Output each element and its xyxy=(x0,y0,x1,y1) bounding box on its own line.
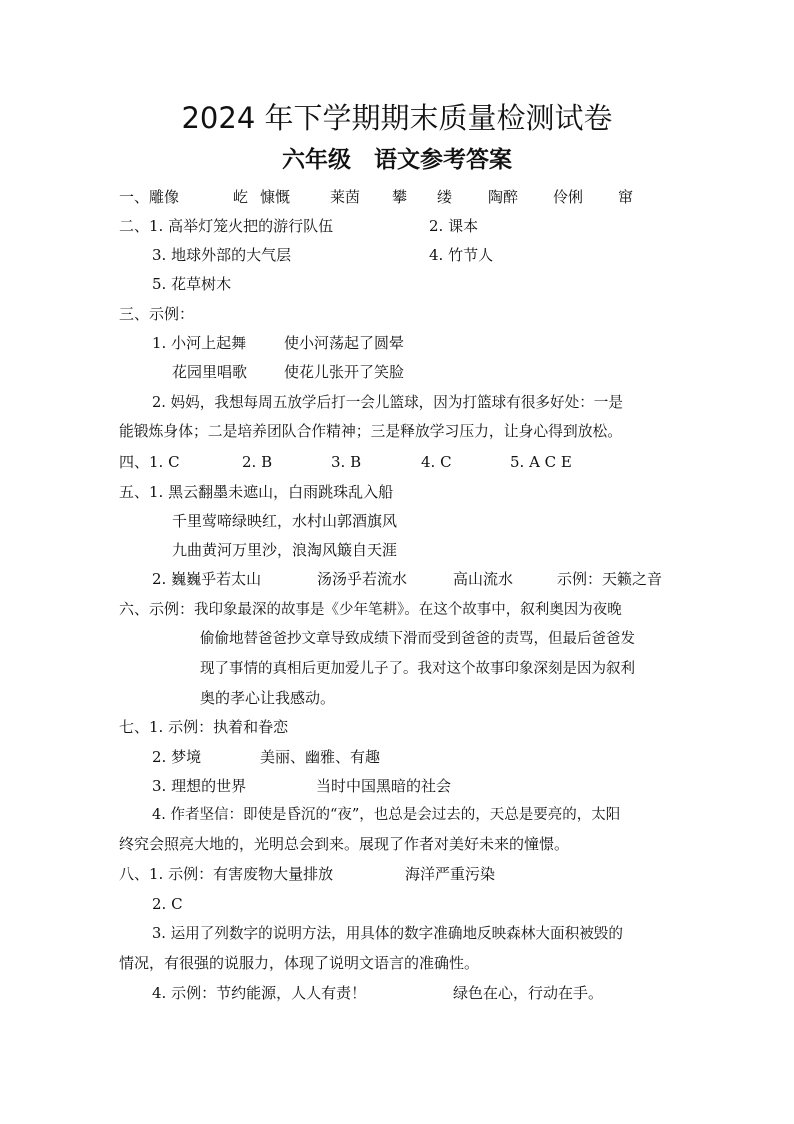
answer-item: 示例：天籁之音 xyxy=(557,570,663,588)
answer-paragraph: 我印象最深的故事是《少年笔耕》。在这个故事中，叙利奥因为夜晚 xyxy=(194,602,622,618)
answer-item: 美丽、幽雅、有趣 xyxy=(260,748,381,766)
section-4 xyxy=(119,452,180,472)
section-6-label: 六、示例： xyxy=(119,600,195,618)
exam-title: 2024 年下学期期末质量检测试卷 xyxy=(181,101,613,135)
choice-answer: 5. A C E xyxy=(510,453,572,471)
section-7 xyxy=(119,717,288,737)
choice-answer: 3. B xyxy=(331,453,362,471)
word: 陶醉 xyxy=(488,188,519,206)
answer-paragraph: 情况，有很强的说服力，体现了说明文语言的准确性。 xyxy=(119,954,480,972)
word: 雕像 xyxy=(149,188,180,206)
answer-item: 2. 巍巍乎若太山 xyxy=(152,570,262,588)
answer-item: 3. 理想的世界 xyxy=(152,777,247,795)
section-5-label: 五、 xyxy=(119,483,150,501)
choice-answer: 1. C xyxy=(149,453,180,471)
section-8 xyxy=(119,864,333,884)
choice-answer: 4. C xyxy=(421,453,452,471)
answer-paragraph: 偷偷地替爸爸抄文章导致成绩下滑而受到爸爸的责骂，但最后爸爸发 xyxy=(200,631,635,647)
answer-item: 4. 示例：节约能源，人人有责！ xyxy=(152,984,367,1002)
answer-item: 1. 小河上起舞 xyxy=(152,334,247,352)
answer-paragraph: 能锻炼身体；二是培养团队合作精神；三是释放学习压力，让身心得到放松。 xyxy=(119,423,623,440)
answer-item: 使小河荡起了圆晕 xyxy=(284,334,405,352)
answer-item: 汤汤乎若流水 xyxy=(317,570,408,588)
word: 慷慨 xyxy=(260,188,291,206)
answer-item: 4. 竹节人 xyxy=(429,246,494,264)
choice-answer: 2. B xyxy=(242,453,273,471)
section-8-label: 八、 xyxy=(119,865,150,883)
answer-item: 当时中国黑暗的社会 xyxy=(316,777,452,795)
answer-item: 高山流水 xyxy=(453,570,514,588)
answer-paragraph: 终究会照亮大地的，光明总会到来。展现了作者对美好未来的憧憬。 xyxy=(119,835,570,853)
section-1 xyxy=(119,187,179,207)
section-5 xyxy=(119,482,393,502)
section-1-label: 一、 xyxy=(119,188,150,206)
poem-line: 千里莺啼绿映红，水村山郭酒旗风 xyxy=(172,512,398,530)
answer-item: 花园里唱歌 xyxy=(172,363,248,381)
answer-paragraph: 4. 作者坚信：即使是昏沉的“夜”，也总是会过去的，天总是要亮的，太阳 xyxy=(152,807,621,823)
answer-item: 2. 课本 xyxy=(429,217,479,235)
poem-line: 九曲黄河万里沙，浪淘风簸自天涯 xyxy=(172,541,398,559)
answer-item: 3. 地球外部的大气层 xyxy=(152,246,292,264)
answer-item: 5. 花草树木 xyxy=(152,275,232,293)
answer-paragraph: 3. 运用了列数字的说明方法，用具体的数字准确地反映森林大面积被毁的 xyxy=(152,925,623,942)
word: 攀 xyxy=(392,188,408,206)
word: 伶俐 xyxy=(553,188,584,206)
poem-line: 1. 黑云翻墨未遮山，白雨跳珠乱入船 xyxy=(149,483,394,501)
answer-paragraph: 奥的孝心让我感动。 xyxy=(200,689,336,707)
answer-item: 绿色在心，行动在手。 xyxy=(453,984,604,1002)
word: 缕 xyxy=(437,188,453,206)
section-3-label: 三、示例： xyxy=(119,305,195,323)
section-4-label: 四、 xyxy=(119,453,150,471)
answer-paragraph: 2. 妈妈，我想每周五放学后打一会儿篮球，因为打篮球有很多好处：一是 xyxy=(152,394,623,411)
answer-item: 1. 示例：有害废物大量排放 xyxy=(149,865,334,883)
section-6 xyxy=(119,599,622,620)
section-2-label: 二、 xyxy=(119,217,150,235)
answer-key-subtitle: 六年级 语文参考答案 xyxy=(282,147,512,173)
section-7-label: 七、 xyxy=(119,718,150,736)
answer-item: 使花儿张开了笑脸 xyxy=(284,363,405,381)
word: 屹 xyxy=(233,188,249,206)
answer-item: 1. 示例：执着和眷恋 xyxy=(149,718,289,736)
answer-item: 2. C xyxy=(152,895,183,913)
word: 莱茵 xyxy=(330,188,361,206)
word: 窜 xyxy=(618,188,634,206)
answer-paragraph: 现了事情的真相后更加爱儿子了。我对这个故事印象深刻是因为叙利 xyxy=(200,661,635,677)
answer-item: 2. 梦境 xyxy=(152,748,202,766)
answer-item: 1. 高举灯笼火把的游行队伍 xyxy=(149,217,334,235)
answer-item: 海洋严重污染 xyxy=(405,865,496,883)
section-2 xyxy=(119,216,333,236)
